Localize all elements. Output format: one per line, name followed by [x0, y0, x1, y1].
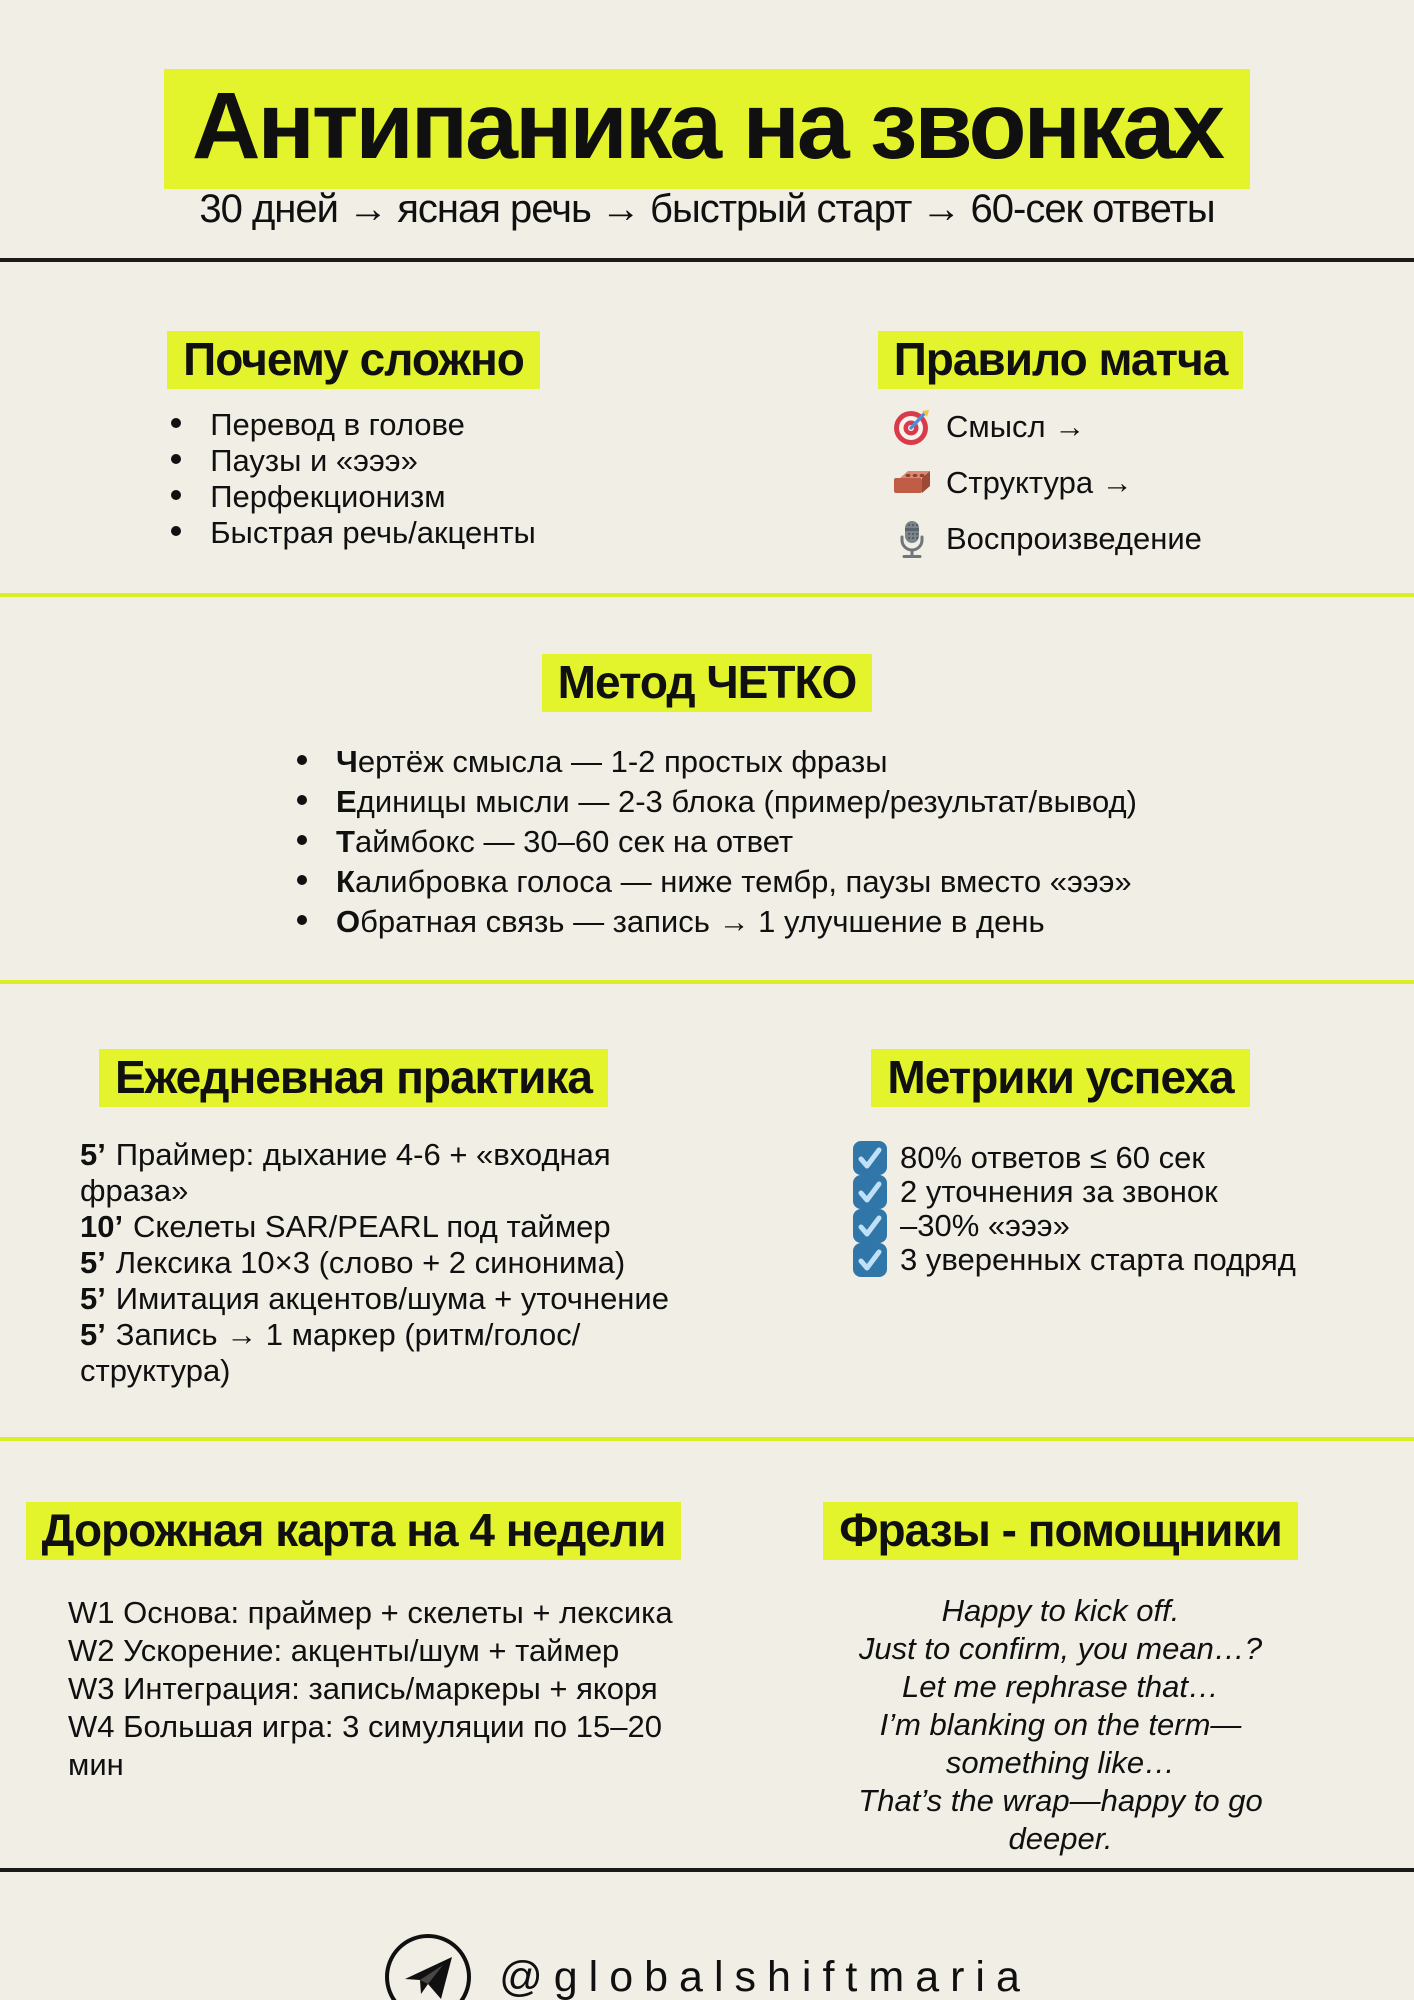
- lead-letter: Ч: [336, 744, 358, 780]
- section-chetko: [0, 597, 1414, 980]
- rule-list: [892, 407, 1414, 559]
- section-heading-why: [0, 332, 707, 387]
- bullet-dot: [297, 755, 307, 765]
- time-label: 5’: [80, 1317, 106, 1353]
- bullet-text: [336, 902, 1045, 942]
- rest-text: алибровка голоса — ниже тембр, паузы вместо «эээ»: [354, 864, 1132, 900]
- bullet-dot: [297, 795, 307, 805]
- rest-text: аймбокс — 30–60 сек на ответ: [354, 824, 794, 860]
- section-heading-practice: [0, 1050, 707, 1105]
- roadmap-item: W3 Интеграция: запись/маркеры + якоря: [68, 1671, 658, 1707]
- practice-text: Скелеты SAR/PEARL под таймер: [133, 1209, 611, 1245]
- microphone-icon: [892, 519, 932, 559]
- bullet-dot: [171, 454, 181, 464]
- list-item: [171, 407, 536, 443]
- list-item: [297, 742, 1137, 782]
- practice-text: Лексика 10×3 (слово + 2 синонима): [115, 1245, 626, 1281]
- footer: [0, 1932, 1414, 2000]
- section-metrics: [707, 1050, 1414, 1389]
- row-why-rule: [0, 262, 1414, 593]
- section-heading-rule: [707, 332, 1414, 387]
- list-item: [171, 479, 536, 515]
- roadmap-item: W1 Основа: праймер + скелеты + лексика: [68, 1595, 673, 1631]
- section-heading-metrics-text: Метрики успеха: [871, 1049, 1249, 1107]
- chetko-list: [297, 742, 1137, 942]
- phrase-line: Happy to kick off.: [941, 1593, 1180, 1629]
- divider: [0, 1868, 1414, 1872]
- bullet-dot: [297, 915, 307, 925]
- practice-item: [80, 1209, 707, 1245]
- page-title: [0, 73, 1414, 179]
- header: [0, 73, 1414, 232]
- bullet-text: Быстрая речь/акценты: [210, 514, 536, 550]
- bullet-dot: [171, 526, 181, 536]
- telegram-handle: @globalshiftmaria: [499, 1952, 1031, 2000]
- list-item: [171, 443, 536, 479]
- section-phrases: [707, 1503, 1414, 1858]
- bullet-text: Перфекционизм: [210, 478, 446, 514]
- rest-text: ертёж смысла — 1-2 простых фразы: [357, 744, 888, 780]
- metric-text: 3 уверенных старта подряд: [900, 1242, 1296, 1278]
- bullet-text: [336, 822, 793, 862]
- bullet-text: Паузы и «эээ»: [210, 442, 418, 478]
- row-roadmap-phrases: [0, 1441, 1414, 1868]
- phrases-block: [781, 1592, 1341, 1858]
- phrase-line: Just to confirm, you mean…?: [858, 1631, 1263, 1667]
- list-item: [297, 822, 1137, 862]
- list-item: [297, 862, 1137, 902]
- section-heading-roadmap: [0, 1503, 707, 1558]
- section-heading-phrases: [707, 1503, 1414, 1558]
- lead-letter: О: [336, 904, 361, 940]
- metrics-list: [853, 1141, 1414, 1277]
- practice-text: Запись → 1 маркер (ритм/голос/структура): [80, 1317, 581, 1389]
- check-icon: [853, 1209, 887, 1243]
- bullet-text: [336, 782, 1137, 822]
- bullet-text: Перевод в голове: [210, 406, 465, 442]
- page-title-text: Антипаника на звонках: [164, 69, 1250, 189]
- lead-letter: Т: [336, 824, 355, 860]
- list-item: [853, 1175, 1414, 1209]
- roadmap-item: W4 Большая игра: 3 симуляции по 15–20 мин: [68, 1709, 662, 1783]
- list-item: [892, 463, 1414, 503]
- time-label: 5’: [80, 1137, 106, 1173]
- section-heading-phrases-text: Фразы - помощники: [823, 1502, 1298, 1560]
- practice-item: [80, 1317, 707, 1389]
- list-item: [297, 782, 1137, 822]
- check-icon: [853, 1175, 887, 1209]
- practice-item: [80, 1281, 707, 1317]
- phrase-line: I’m blanking on the term—: [879, 1707, 1242, 1743]
- page-subtitle: 30 дней → ясная речь → быстрый старт → 60-сек ответы: [199, 186, 1215, 231]
- target-icon: [892, 407, 932, 447]
- why-list: [171, 407, 536, 551]
- phrase-line: Let me rephrase that…: [901, 1669, 1220, 1705]
- rule-item-label: Структура →: [946, 464, 1133, 500]
- check-icon: [853, 1243, 887, 1277]
- bullet-text: [336, 862, 1132, 902]
- section-practice: [0, 1050, 707, 1389]
- phrase-line: deeper.: [1008, 1821, 1113, 1857]
- practice-item: [80, 1245, 707, 1281]
- bullet-dot: [171, 490, 181, 500]
- phrase-line: That’s the wrap—happy to go: [858, 1783, 1263, 1819]
- bullet-text: [336, 742, 887, 782]
- list-item: [297, 902, 1137, 942]
- section-why: [0, 332, 707, 575]
- list-item: [853, 1209, 1414, 1243]
- lead-letter: Е: [336, 784, 357, 820]
- list-item: [853, 1141, 1414, 1175]
- list-item: [171, 515, 536, 551]
- practice-text: Праймер: дыхание 4-6 + «входная фраза»: [80, 1137, 611, 1209]
- telegram-icon: [383, 1932, 473, 2000]
- metric-text: –30% «эээ»: [900, 1208, 1070, 1244]
- metric-text: 80% ответов ≤ 60 сек: [900, 1140, 1205, 1176]
- rule-item-label: Смысл →: [946, 408, 1086, 444]
- section-rule: [707, 332, 1414, 575]
- section-heading-why-text: Почему сложно: [167, 331, 540, 389]
- check-icon: [853, 1141, 887, 1175]
- rule-item-label: Воспроизведение: [946, 520, 1202, 556]
- time-label: 5’: [80, 1281, 106, 1317]
- time-label: 5’: [80, 1245, 106, 1281]
- section-heading-practice-text: Ежедневная практика: [99, 1049, 608, 1107]
- time-label: 10’: [80, 1209, 124, 1245]
- section-heading-chetko: [0, 655, 1414, 710]
- section-roadmap: [0, 1503, 707, 1858]
- rest-text: братная связь — запись → 1 улучшение в день: [360, 904, 1045, 940]
- roadmap-list: [68, 1594, 707, 1784]
- phrase-line: something like…: [945, 1745, 1176, 1781]
- list-item: [892, 519, 1414, 559]
- metric-text: 2 уточнения за звонок: [900, 1174, 1218, 1210]
- section-heading-metrics: [707, 1050, 1414, 1105]
- row-practice-metrics: [0, 984, 1414, 1437]
- practice-text: Имитация акцентов/шума + уточнение: [115, 1281, 669, 1317]
- bullet-dot: [171, 418, 181, 428]
- brick-icon: [892, 463, 932, 503]
- list-item: [892, 407, 1414, 447]
- section-heading-rule-text: Правило матча: [878, 331, 1244, 389]
- roadmap-item: W2 Ускорение: акценты/шум + таймер: [68, 1633, 620, 1669]
- section-heading-chetko-text: Метод ЧЕТКО: [542, 654, 873, 712]
- bullet-dot: [297, 835, 307, 845]
- practice-list: [80, 1137, 707, 1389]
- rest-text: диницы мысли — 2-3 блока (пример/результат/вывод): [356, 784, 1137, 820]
- section-heading-roadmap-text: Дорожная карта на 4 недели: [26, 1502, 682, 1560]
- bullet-dot: [297, 875, 307, 885]
- lead-letter: К: [336, 864, 355, 900]
- list-item: [853, 1243, 1414, 1277]
- practice-item: [80, 1137, 707, 1209]
